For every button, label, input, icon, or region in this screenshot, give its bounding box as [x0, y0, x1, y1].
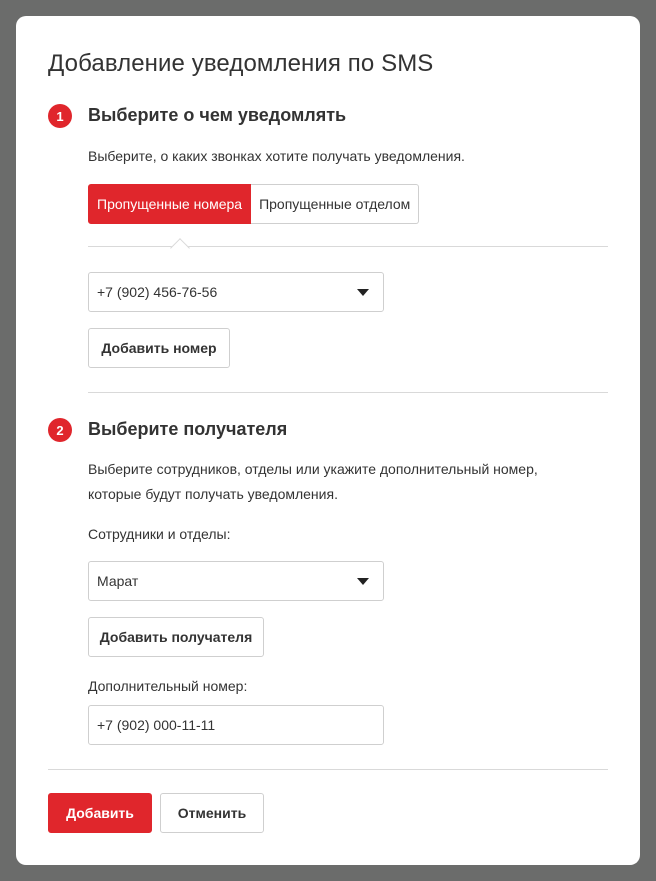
add-number-button[interactable]: Добавить номер: [88, 328, 230, 368]
dialog-title: Добавление уведомления по SMS: [48, 50, 434, 77]
active-tab-pointer: [170, 238, 190, 258]
phone-number-select-value: +7 (902) 456-76-56: [97, 284, 218, 300]
sms-notification-dialog: [16, 16, 640, 865]
chevron-down-icon: [357, 289, 369, 296]
step-2-description-line1: Выберите сотрудников, отделы или укажите дополнительный номер,: [88, 461, 538, 477]
divider: [88, 246, 608, 247]
segment-missed-numbers[interactable]: Пропущенные номера: [88, 184, 251, 224]
add-recipient-button[interactable]: Добавить получателя: [88, 617, 264, 657]
footer-divider: [48, 769, 608, 770]
step-1-description: Выберите, о каких звонках хотите получать уведомления.: [88, 148, 465, 164]
phone-number-select[interactable]: [88, 272, 384, 312]
step-2-badge: 2: [48, 418, 72, 442]
step-1-title: Выберите о чем уведомлять: [88, 105, 347, 125]
employee-select[interactable]: [88, 561, 384, 601]
extra-number-label: Дополнительный номер:: [88, 678, 248, 694]
step-1-badge: 1: [48, 104, 72, 128]
section-divider: [88, 392, 608, 393]
employee-select-value: Марат: [97, 573, 139, 589]
extra-number-input[interactable]: +7 (902) 000-11-11: [88, 705, 384, 745]
step-2-title: Выберите получателя: [88, 419, 288, 439]
notification-type-switch: [88, 184, 419, 224]
employees-label: Сотрудники и отделы:: [88, 526, 231, 542]
segment-missed-by-department[interactable]: Пропущенные отделом: [251, 184, 419, 224]
cancel-button[interactable]: Отменить: [160, 793, 264, 833]
submit-button[interactable]: Добавить: [48, 793, 152, 833]
step-2-description-line2: которые будут получать уведомления.: [88, 486, 338, 502]
chevron-down-icon: [357, 578, 369, 585]
